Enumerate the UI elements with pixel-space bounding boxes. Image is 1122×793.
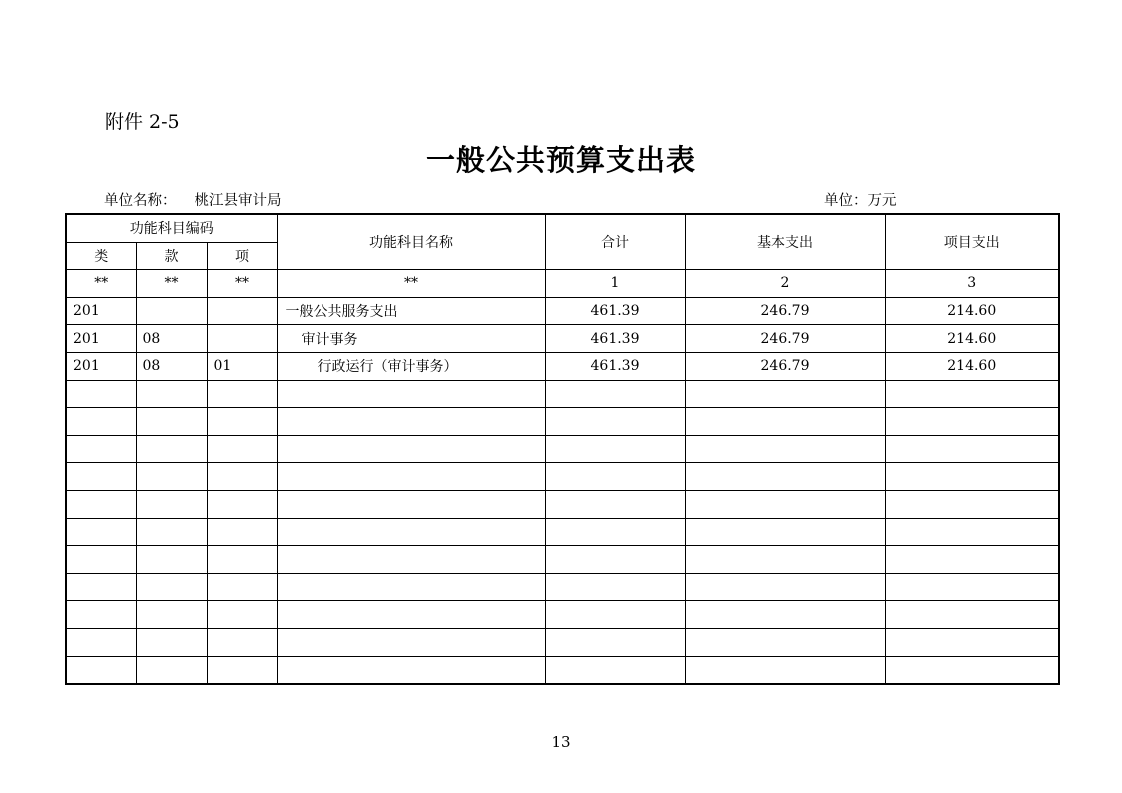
empty-row [66, 573, 1059, 601]
index-row [66, 270, 1059, 298]
header-code-group: 功能科目编码 [66, 214, 277, 242]
page-number: 13 [551, 733, 571, 751]
empty-cell [277, 628, 545, 656]
cell-kuan [136, 297, 207, 325]
cell-basic: 246.79 [685, 325, 885, 353]
empty-cell [136, 408, 207, 436]
empty-cell [207, 380, 277, 408]
empty-cell [885, 573, 1059, 601]
empty-row [66, 601, 1059, 629]
empty-row [66, 628, 1059, 656]
header-subject-name: 功能科目名称 [277, 214, 545, 270]
empty-cell [545, 490, 685, 518]
empty-row [66, 490, 1059, 518]
cell-lei: 201 [66, 297, 136, 325]
index-cell: ** [207, 270, 277, 298]
table-row [66, 325, 1059, 353]
empty-cell [66, 546, 136, 574]
empty-cell [66, 573, 136, 601]
cell-lei: 201 [66, 352, 136, 380]
empty-cell [545, 628, 685, 656]
empty-cell [277, 408, 545, 436]
empty-cell [207, 490, 277, 518]
cell-subject-name: 一般公共服务支出 [277, 297, 545, 325]
currency-unit-label: 单位：万元 [824, 193, 897, 209]
empty-cell [207, 435, 277, 463]
empty-cell [685, 380, 885, 408]
empty-cell [277, 518, 545, 546]
empty-cell [885, 463, 1059, 491]
cell-project: 214.60 [885, 325, 1059, 353]
empty-cell [136, 656, 207, 684]
empty-cell [685, 601, 885, 629]
index-cell: ** [66, 270, 136, 298]
empty-cell [66, 490, 136, 518]
empty-cell [885, 656, 1059, 684]
header-xiang: 项 [207, 242, 277, 270]
cell-xiang [207, 325, 277, 353]
empty-cell [885, 628, 1059, 656]
empty-cell [885, 601, 1059, 629]
empty-cell [66, 435, 136, 463]
empty-cell [685, 463, 885, 491]
empty-cell [136, 518, 207, 546]
empty-cell [66, 656, 136, 684]
empty-cell [66, 628, 136, 656]
empty-cell [207, 628, 277, 656]
empty-cell [207, 656, 277, 684]
cell-lei: 201 [66, 325, 136, 353]
table-row [66, 297, 1059, 325]
cell-kuan: 08 [136, 352, 207, 380]
cell-basic: 246.79 [685, 297, 885, 325]
empty-cell [277, 463, 545, 491]
unit-name-value: 桃江县审计局 [194, 193, 282, 209]
empty-cell [885, 380, 1059, 408]
empty-row [66, 518, 1059, 546]
empty-cell [885, 490, 1059, 518]
empty-cell [136, 546, 207, 574]
empty-cell [277, 490, 545, 518]
empty-cell [136, 628, 207, 656]
empty-cell [545, 546, 685, 574]
empty-cell [545, 408, 685, 436]
table-row [66, 352, 1059, 380]
empty-row [66, 656, 1059, 684]
cell-total: 461.39 [545, 325, 685, 353]
empty-cell [277, 656, 545, 684]
empty-row [66, 546, 1059, 574]
cell-basic: 246.79 [685, 352, 885, 380]
empty-cell [277, 573, 545, 601]
header-project-expenditure: 项目支出 [885, 214, 1059, 270]
index-cell: 1 [545, 270, 685, 298]
empty-cell [685, 408, 885, 436]
cell-project: 214.60 [885, 352, 1059, 380]
empty-cell [885, 408, 1059, 436]
header-total: 合计 [545, 214, 685, 270]
cell-kuan: 08 [136, 325, 207, 353]
cell-subject-name: 行政运行（审计事务） [277, 352, 545, 380]
empty-cell [685, 435, 885, 463]
empty-cell [66, 601, 136, 629]
empty-cell [66, 380, 136, 408]
cell-total: 461.39 [545, 352, 685, 380]
empty-cell [277, 435, 545, 463]
index-cell: ** [136, 270, 207, 298]
header-basic-expenditure: 基本支出 [685, 214, 885, 270]
empty-cell [685, 546, 885, 574]
budget-expenditure-table [65, 213, 1060, 685]
empty-cell [207, 546, 277, 574]
empty-cell [685, 490, 885, 518]
empty-cell [545, 435, 685, 463]
empty-cell [66, 463, 136, 491]
empty-cell [207, 463, 277, 491]
empty-cell [685, 656, 885, 684]
index-cell: 2 [685, 270, 885, 298]
empty-cell [207, 518, 277, 546]
empty-cell [277, 601, 545, 629]
header-kuan: 款 [136, 242, 207, 270]
empty-cell [207, 573, 277, 601]
cell-xiang: 01 [207, 352, 277, 380]
cell-total: 461.39 [545, 297, 685, 325]
empty-cell [136, 601, 207, 629]
empty-cell [885, 435, 1059, 463]
empty-cell [136, 380, 207, 408]
empty-row [66, 380, 1059, 408]
empty-cell [136, 463, 207, 491]
empty-cell [545, 573, 685, 601]
empty-cell [207, 408, 277, 436]
page-title: 一般公共预算支出表 [425, 143, 696, 177]
empty-cell [277, 546, 545, 574]
unit-name-label: 单位名称： [104, 193, 177, 209]
empty-cell [685, 573, 885, 601]
empty-cell [545, 380, 685, 408]
empty-cell [136, 435, 207, 463]
empty-cell [66, 518, 136, 546]
empty-row [66, 435, 1059, 463]
empty-cell [545, 601, 685, 629]
empty-cell [545, 518, 685, 546]
index-cell: 3 [885, 270, 1059, 298]
attachment-label: 附件 2-5 [105, 111, 180, 133]
cell-project: 214.60 [885, 297, 1059, 325]
index-cell: ** [277, 270, 545, 298]
empty-cell [277, 380, 545, 408]
empty-cell [685, 628, 885, 656]
empty-cell [545, 656, 685, 684]
empty-cell [685, 518, 885, 546]
header-lei: 类 [66, 242, 136, 270]
empty-cell [207, 601, 277, 629]
empty-row [66, 408, 1059, 436]
unit-name-line [104, 189, 282, 210]
cell-subject-name: 审计事务 [277, 325, 545, 353]
empty-cell [136, 490, 207, 518]
empty-cell [885, 518, 1059, 546]
empty-cell [545, 463, 685, 491]
empty-cell [136, 573, 207, 601]
empty-cell [66, 408, 136, 436]
empty-cell [885, 546, 1059, 574]
empty-row [66, 463, 1059, 491]
cell-xiang [207, 297, 277, 325]
